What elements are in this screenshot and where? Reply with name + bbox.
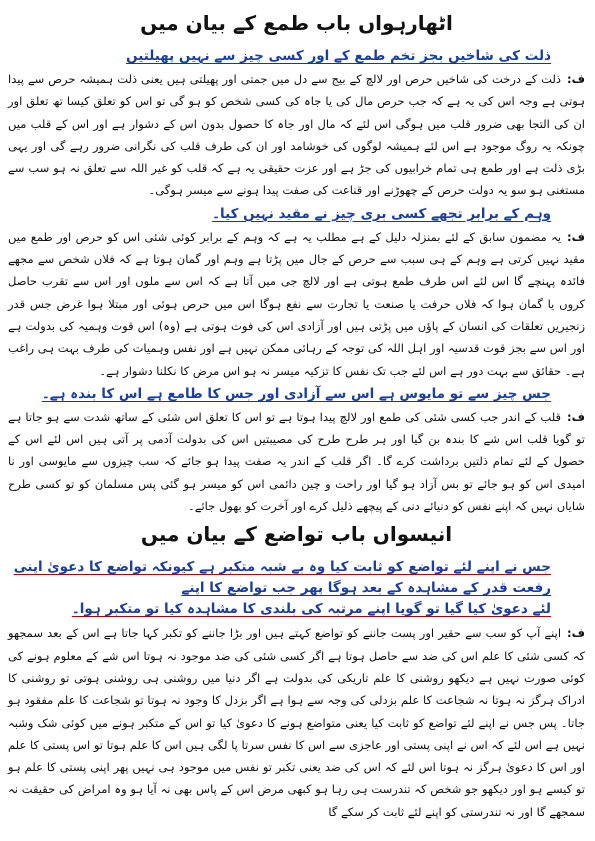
paragraph-text: یہ مضمون سابق کے لئے بمنزلہ دلیل کے ہے مطلب یہ ہے کہ وہم کے برابر کوئی شئی اس کو حرص اور طمع میں مقید نہیں کرتی ہے وہم کے ہی سبب سے حرص کے جال میں پڑتا ہے وہم اور گمان ہوتا ہے کہ فلاں شخص سے مجھے فائدہ پہنچے گا اس لئے اس طرف طمع ہوتی ہے اور لالچ جی میں آتا ہے کہ اس سے ملوں اور اس سے تقرب حاصل کروں یا گمان ہوا کہ فلاں حرفت یا صنعت یا تجارت سے نفع ہوگا اس میں حرص ہوئی اور مبتلا ہوا غرض جس قدر زنجیریں تعلقات کی انسان کے پاؤں میں پڑتی ہیں اور آزادی اس کی فوت ہوتی ہے (وہ) اس قوت وہمیہ کی بدولت ہے اور اس سے بجز قوت قدسیہ اور اہل اللہ کی توجہ کے رہائی ممکن نہیں ہے اور نفس وہمیات کی طرف بہت ہی راغب ہے۔ حقائق سے بہت دور ہے اس لئے جب تک نفس کا تزکیہ میسر نہ ہو اس مرض کا نکلنا دشوار ہے۔ [8, 229, 585, 378]
chapter-18-heading-3: جس چیز سے تو مایوس ہے اس سے آزادی اور جس کا طامع ہے اس کا بندہ ہے۔ [41, 385, 551, 402]
paragraph-text: اپنے آپ کو سب سے حقیر اور پست جاننے کو تواضع کہتے ہیں اور بڑا جاننے کو تکبر کہا جاتا ہے اس کے بعد سمجھو کہ کسی شئی کا علم اس کی ضد سے حاصل ہوتا ہے اگر کسی شئی کی ضد موجود نہ ہوتا اس شے کے معلوم ہونے کی کوئی صورت نہیں ہے دیکھو روشنی کا علم تاریکی کی بدولت ہے اگر دنیا میں روشنی ہی روشنی ہوتی تو روشنی کا ادراک ہرگز نہ ہوتا نہ شجاعت کا علم بزدلی کی وجہ سے ہوا ہے اگر بزدل کا وجود نہ ہوتا تو شجاعت کا علم مفقود ہو جاتا۔ پس جس نے اپنے لئے تواضع کو ثابت کیا یعنی متواضع ہونے کا دعویٰ کیا تو اس کے متکبر ہونے میں کوئی شک وشبہ نہیں ہے اس لئے کہ اس نے اپنی پستی اور عاجزی سے اس کا نفس سرتا پا لگی ہیں اس کا علم ہوتا تو اس پستی کا علم اور اس کا دعویٰ ہرگز نہ ہوتا اس لئے کہ اس کی ضد یعنی تکبر تو نفس میں موجود ہی نہیں پھر اپنی پستی کا علم ہو تو کیسے ہو اور دیکھو جو شخص کہ تندرست ہی رہا ہو کبھی مرض اس کے پاس بھی نہ آیا ہو وہ امراض کی حقیقت نہ سمجھے گا اور نہ تندرستی کو اپنے لئے ثابت کر سکے گا [8, 626, 585, 819]
chapter-18-title: اٹھارہواں باب طمع کے بیان میں [140, 11, 453, 35]
paragraph-lead: ف: [567, 72, 585, 86]
chapter-19-title: انیسواں باب تواضع کے بیان میں [140, 522, 453, 547]
chapter-19-heading-1 [8, 557, 551, 620]
paragraph-lead: ف: [567, 409, 585, 424]
paragraph-text: ذلت کے درخت کی شاخیں حرص اور لالچ کے بیج سے دل میں جمتی اور پھیلتی ہیں یعنی ذلت ہمیشہ حرص سے پیدا ہوتی ہے وجہ اس کی یہ ہے کہ جب حرص مال کی یا جاہ کی کسی شخص کو ہو گی تو اس کو تعلق کیسا تھ تعلق اور ان کی التجا بھی ضرور قلب میں ہوگی اس لئے کہ مال اور جاہ کا حصول بدون اس کے دشوار ہے اور اس کے قلب میں چونکہ یہ روگ موجود ہے اس لئے ہمیشہ لوگوں کی خوشامد اور ان کی طرف قلب کی نگرانی ضرور رہے گی اور یہی بڑی ذلت ہے اور طمع ہی تمام خرابیوں کی جڑ ہے اور عزت حقیقی یہ ہے کہ قلب کو غیر اللہ سے تعلق نہ ہو سب سے مستغنی ہو سو یہ دولت حرص کے چھوڑنے اور قناعت کی صفت پیدا ہونے سے میسر ہوگی۔ [8, 72, 585, 198]
paragraph-text: قلب کے اندر جب کسی شئی کی طمع اور لالچ پیدا ہوتا ہے تو اس کا تعلق اس شئی کے ساتھ شدت سے ہو جاتا ہے تو گویا قلب اس شے کا بندہ بن گیا اور ہر طرح طرح کی مصیبتیں اس کی بدولت آدمی پر آتی ہیں اس لئے اس کے حصول کے لئے تمام ذلتیں برداشت کرے گا۔ اگر قلب کے اندر یہ صفت پیدا ہو جائے کہ سب چیزوں سے مایوسی اور نا امیدی اس کو ہو جائے تو بس آزاد ہو گیا اور راحت و چین دائمی اس کو میسر ہو گئی پس مسلمان کو تو کسی طرح شایاں نہیں کہ اپنے نفس کو دنیائے دنی کے پیچھے ذلیل کرے اور آخرت کو بھول جائے۔ [8, 409, 585, 514]
heading-line-2: لئے دعویٰ کیا گیا تو گویا اپنے مرتبہ کی بلندی کا مشاہدہ کیا تو متکبر ہوا۔ [71, 601, 551, 618]
chapter-18-paragraph-3 [8, 406, 585, 517]
chapter-18-heading-2: وہم کے برابر تجھے کسی بری چیز نے مقید نہیں کیا۔ [212, 205, 551, 222]
chapter-18-paragraph-1 [8, 68, 585, 202]
heading-line-1: جس نے اپنے لئے تواضع کو ثابت کیا وہ بے شبہ متکبر ہے کیونکہ تواضع کا دعویٰ اپنی رفعت قدر کے مشاہدہ کے بعد ہوگا پھر جب تواضع کا اپنے [13, 559, 551, 597]
chapter-18-paragraph-2 [8, 226, 585, 382]
paragraph-lead: ف: [567, 229, 585, 244]
chapter-18-heading-1: ذلت کی شاخیں بجز تخم طمع کے اور کسی چیز سے نہیں پھیلتیں [126, 48, 551, 64]
paragraph-lead: ف: [567, 626, 585, 641]
chapter-19-paragraph-1 [8, 622, 585, 823]
